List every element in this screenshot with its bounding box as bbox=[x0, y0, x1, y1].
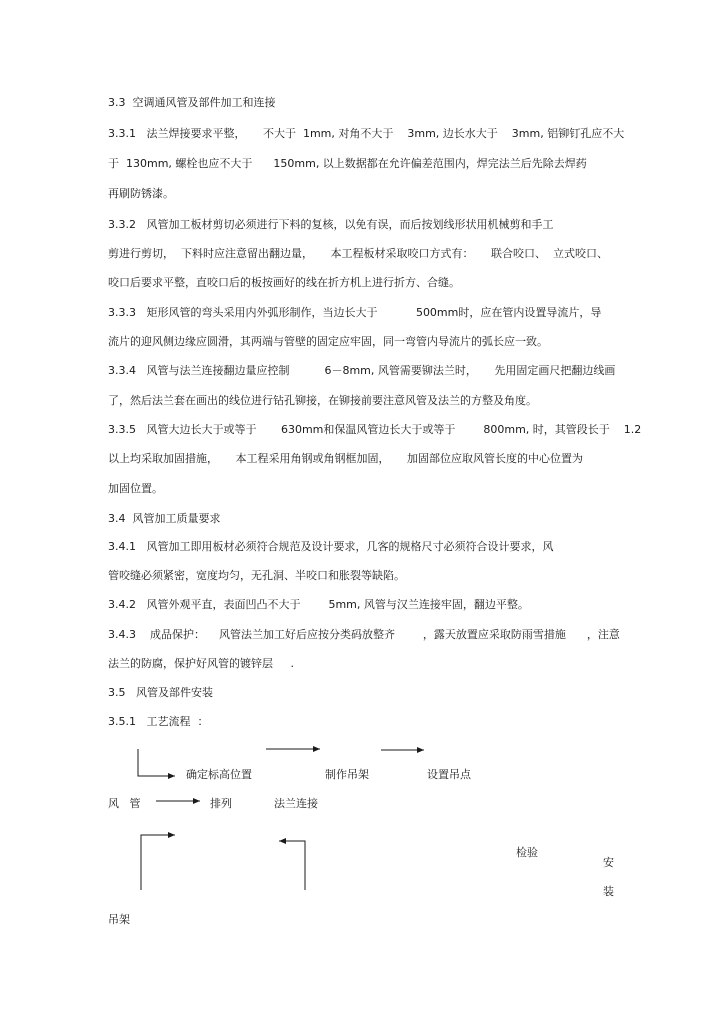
paragraph-line: 咬口后要求平整，直咬口后的板按画好的线在折方机上进行折方、合缝。 bbox=[108, 276, 460, 289]
flow-step-flange-connect: 法兰连接 bbox=[274, 797, 318, 810]
paragraph-line: 3.3.3 矩形风管的弯头采用内外弧形制作，当边长大于 500mm时，应在管内设置导流片，导 bbox=[108, 306, 602, 319]
paragraph-line: 3.3.5 风管大边长大于或等于 630mm和保温风管边长大于或等于 800mm, 时，其管段长于 1.2 bbox=[108, 423, 642, 436]
flow-step-inspect: 检验 bbox=[516, 846, 538, 859]
paragraph-line: 流片的迎风侧边缘应圆滑，其两端与管壁的固定应牢固，同一弯管内导流片的弧长应一致。 bbox=[108, 335, 548, 348]
flow-step-install-char-2: 装 bbox=[603, 885, 614, 898]
flow-step-arrange: 排列 bbox=[210, 797, 232, 810]
paragraph-line: 3.3.2 风管加工板材剪切必须进行下料的复核，以免有误，而后按划线形状用机械剪和手工 bbox=[108, 218, 554, 231]
paragraph-line: 3.3.4 风管与法兰连接翻边量应控制 6－8mm, 风管需要铆法兰时， 先用固定画尺把翻边线画 bbox=[108, 364, 616, 377]
paragraph-line: 3.4.1 风管加工即用板材必须符合规范及设计要求，几客的规格尺寸必须符合设计要求，风 bbox=[108, 540, 554, 553]
paragraph-line: 于 130mm, 螺栓也应不大于 150mm, 以上数据都在允许偏差范围内，焊完法兰后先除去焊药 bbox=[108, 157, 587, 170]
subsection-heading-3-5-1: 3.5.1 工艺流程 ： bbox=[108, 715, 209, 728]
paragraph-line: 3.4.3 成品保护： 风管法兰加工好后应按分类码放整齐 ，露天放置应采取防雨雪措施 ，注意 bbox=[108, 628, 620, 641]
section-heading-3-3: 3.3 空调通风管及部件加工和连接 bbox=[108, 96, 276, 109]
paragraph-line: 以上均采取加固措施， 本工程采用角钢或角钢框加固， 加固部位应取风管长度的中心位置为 bbox=[108, 452, 583, 465]
paragraph-line: 了，然后法兰套在画出的线位进行钻孔铆接，在铆接前要注意风管及法兰的方整及角度。 bbox=[108, 394, 537, 407]
flow-step-set-hanging-point: 设置吊点 bbox=[427, 768, 471, 781]
flow-step-make-hanger: 制作吊架 bbox=[325, 768, 369, 781]
paragraph-line: 再刷防锈漆。 bbox=[108, 187, 174, 200]
arrow-elbow bbox=[138, 749, 175, 776]
section-heading-3-4: 3.4 风管加工质量要求 bbox=[108, 512, 221, 525]
paragraph-line: 3.3.1 法兰焊接要求平整， 不大于 1mm, 对角不大于 3mm, 边长水大于 3mm, 铝铆钉孔应不大 bbox=[108, 127, 625, 140]
arrow-elbow bbox=[141, 835, 175, 890]
flow-step-confirm-elevation: 确定标高位置 bbox=[186, 768, 252, 781]
section-heading-3-5: 3.5 风管及部件安装 bbox=[108, 686, 213, 699]
flow-step-install-char-1: 安 bbox=[603, 856, 614, 869]
paragraph-line: 管咬缝必须紧密，宽度均匀，无孔洞、半咬口和胀裂等缺陷。 bbox=[108, 569, 405, 582]
flow-step-duct: 风 管 bbox=[108, 797, 141, 810]
flow-step-hanger: 吊架 bbox=[108, 913, 130, 926]
paragraph-line: 3.4.2 风管外观平直，表面凹凸不大于 5mm, 风管与汉兰连接牢固，翻边平整。 bbox=[108, 598, 529, 611]
paragraph-line: 加固位置。 bbox=[108, 482, 163, 495]
paragraph-line: 法兰的防腐，保护好风管的镀锌层 . bbox=[108, 657, 294, 670]
arrow-elbow bbox=[279, 841, 305, 890]
paragraph-line: 剪进行剪切， 下料时应注意留出翻边量， 本工程板材采取咬口方式有： 联合咬口、 立式咬口、 bbox=[108, 247, 608, 260]
